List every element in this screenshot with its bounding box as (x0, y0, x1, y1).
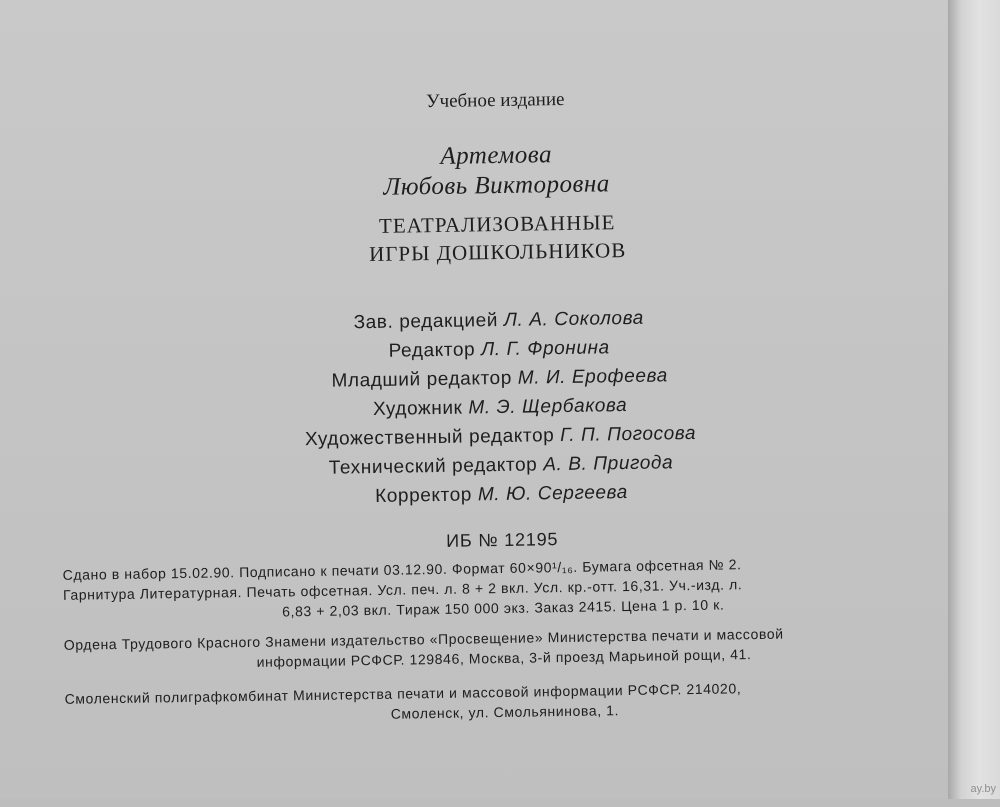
printer-line-1: Смоленский полиграфкомбинат Министерства печати и массовой информации РСФСР. 214020, (64, 680, 742, 707)
credit-name: Г. П. Погосова (560, 422, 697, 447)
print-details-line-2: Гарнитура Литературная. Печать офсетная. Усл. печ. л. 8 + 2 вкл. Усл. кр.-отт. 16,31. Уч.-изд. л. (62, 576, 743, 603)
credit-role: Технический редактор (328, 454, 538, 479)
credit-role: Художник (372, 397, 463, 420)
credit-name: Л. А. Соколова (503, 307, 645, 331)
credit-role: Зав. редакцией (353, 310, 499, 334)
credit-role: Редактор (388, 339, 476, 362)
credit-name: А. В. Пригода (543, 452, 674, 476)
author-given-name: Любовь Викторовна (383, 170, 611, 201)
print-details-line-3: 6,83 + 2,03 вкл. Тираж 150 000 экз. Заказ 2415. Цена 1 р. 10 к. (282, 596, 725, 620)
credit-name: Л. Г. Фронина (480, 337, 610, 361)
credit-role: Художественный редактор (304, 425, 555, 451)
credit-line (388, 337, 609, 362)
credit-name: М. И. Ерофеева (517, 365, 668, 389)
credit-line (375, 482, 628, 508)
watermark: ay.by (970, 783, 996, 795)
credit-line (329, 452, 674, 479)
credit-line (331, 365, 668, 392)
credit-name: М. Ю. Сергеева (477, 482, 629, 506)
credit-line (353, 308, 644, 335)
credit-name: М. Э. Щербакова (468, 395, 628, 419)
print-details-line-1: Сдано в набор 15.02.90. Подписано к печати 03.12.90. Формат 60×90¹/₁₆. Бумага офсетная № 2. (62, 556, 742, 583)
book-title-line-1: ТЕАТРАЛИЗОВАННЫЕ (378, 210, 616, 238)
printer-line-2: Смоленск, ул. Смольянинова, 1. (390, 702, 620, 722)
series-label: Учебное издание (425, 88, 565, 113)
publisher-line-2: информации РСФСР. 129846, Москва, 3-й проезд Марьиной рощи, 41. (256, 646, 752, 670)
credit-line (305, 423, 696, 451)
ib-number: ИБ № 12195 (445, 529, 559, 551)
publisher-line-1: Ордена Трудового Красного Знамени издательство «Просвещение» Министерства печати и массовой (63, 625, 784, 653)
credit-role: Младший редактор (331, 367, 513, 392)
credit-role: Корректор (374, 484, 473, 507)
book-title-line-2: ИГРЫ ДОШКОЛЬНИКОВ (368, 238, 627, 267)
author-surname: Артемова (440, 141, 553, 170)
credit-line (373, 395, 628, 421)
